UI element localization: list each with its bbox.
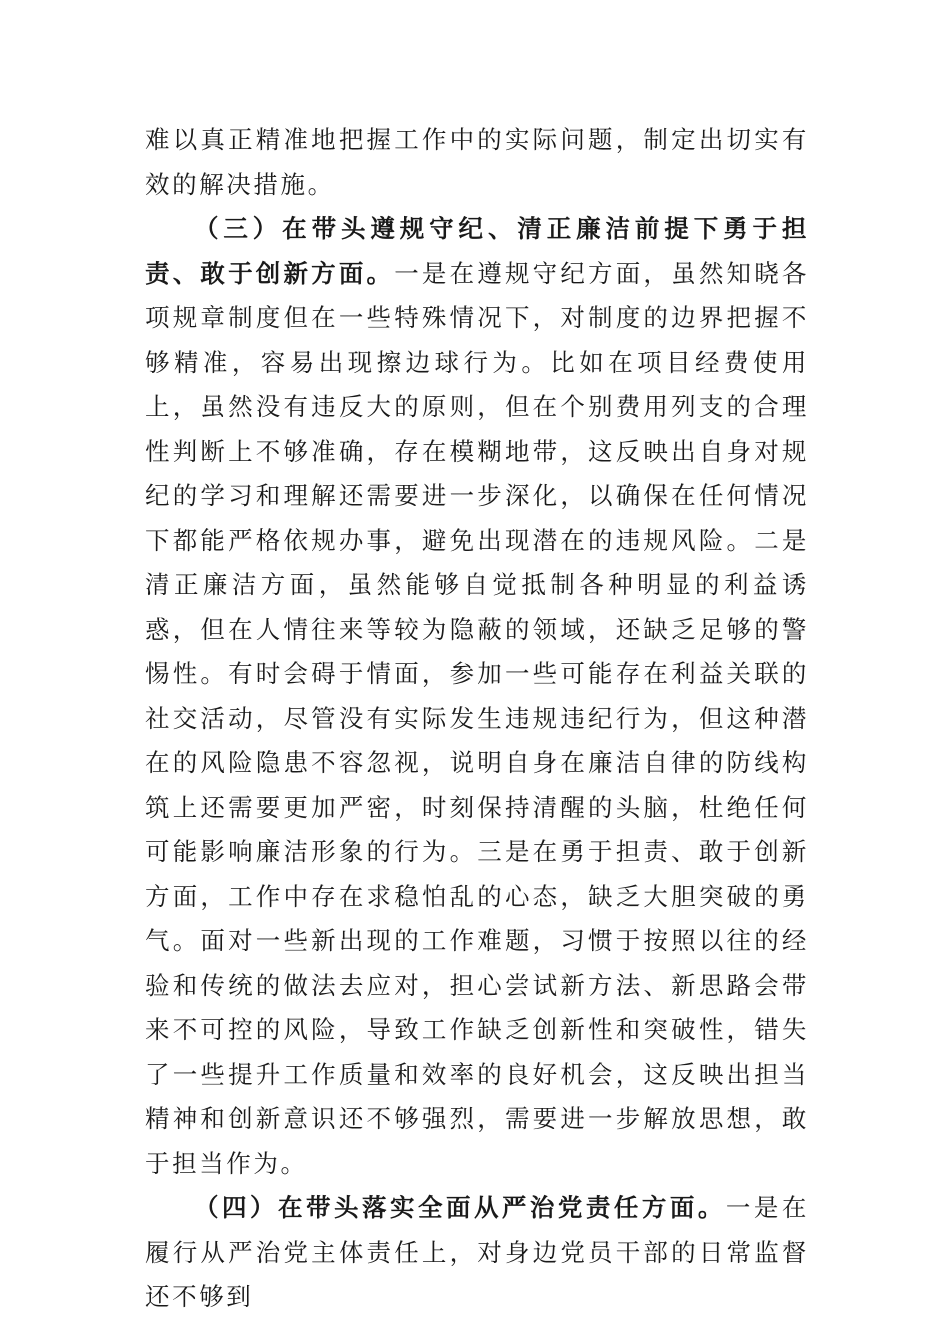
paragraph-text: 难以真正精准地把握工作中的实际问题，制定出切实有效的解决措施。 xyxy=(145,125,809,199)
paragraph-section-3 xyxy=(145,207,809,1186)
document-body xyxy=(145,118,809,1320)
paragraph-text: 一是在遵规守纪方面，虽然知晓各项规章制度但在一些特殊情况下，对制度的边界把握不够精准，容易出现擦边球行为。比如在项目经费使用上，虽然没有违反大的原则，但在个别费用列支的合理性判断上不够准确，存在模糊地带，这反映出自身对规纪的学习和理解还需要进一步深化，以确保在任何情况下都能严格依规办事，避免出现潜在的违规风险。二是清正廉洁方面，虽然能够自觉抵制各种明显的利益诱惑，但在人情往来等较为隐蔽的领域，还缺乏足够的警惕性。有时会碍于情面，参加一些可能存在利益关联的社交活动，尽管没有实际发生违规违纪行为，但这种潜在的风险隐患不容忽视，说明自身在廉洁自律的防线构筑上还需要更加严密，时刻保持清醒的头脑，杜绝任何可能影响廉洁形象的行为。三是在勇于担责、敢于创新方面，工作中存在求稳怕乱的心态，缺乏大胆突破的勇气。面对一些新出现的工作难题，习惯于按照以往的经验和传统的做法去应对，担心尝试新方法、新思路会带来不可控的风险，导致工作缺乏创新性和突破性，错失了一些提升工作质量和效率的良好机会，这反映出担当精神和创新意识还不够强烈，需要进一步解放思想，敢于担当作为。 xyxy=(145,258,809,1178)
paragraph-continuation xyxy=(145,118,809,207)
section-heading: （三）在带头遵规守纪、清正廉洁前提下勇于担责、敢于创新方面。 xyxy=(145,214,809,288)
paragraph-section-4 xyxy=(145,1186,809,1320)
section-heading: （四）在带头落实全面从严治党责任方面。 xyxy=(194,1193,726,1222)
paragraph-text: 一是在履行从严治党主体责任上，对身边党员干部的日常监督还不够到 xyxy=(145,1193,809,1311)
